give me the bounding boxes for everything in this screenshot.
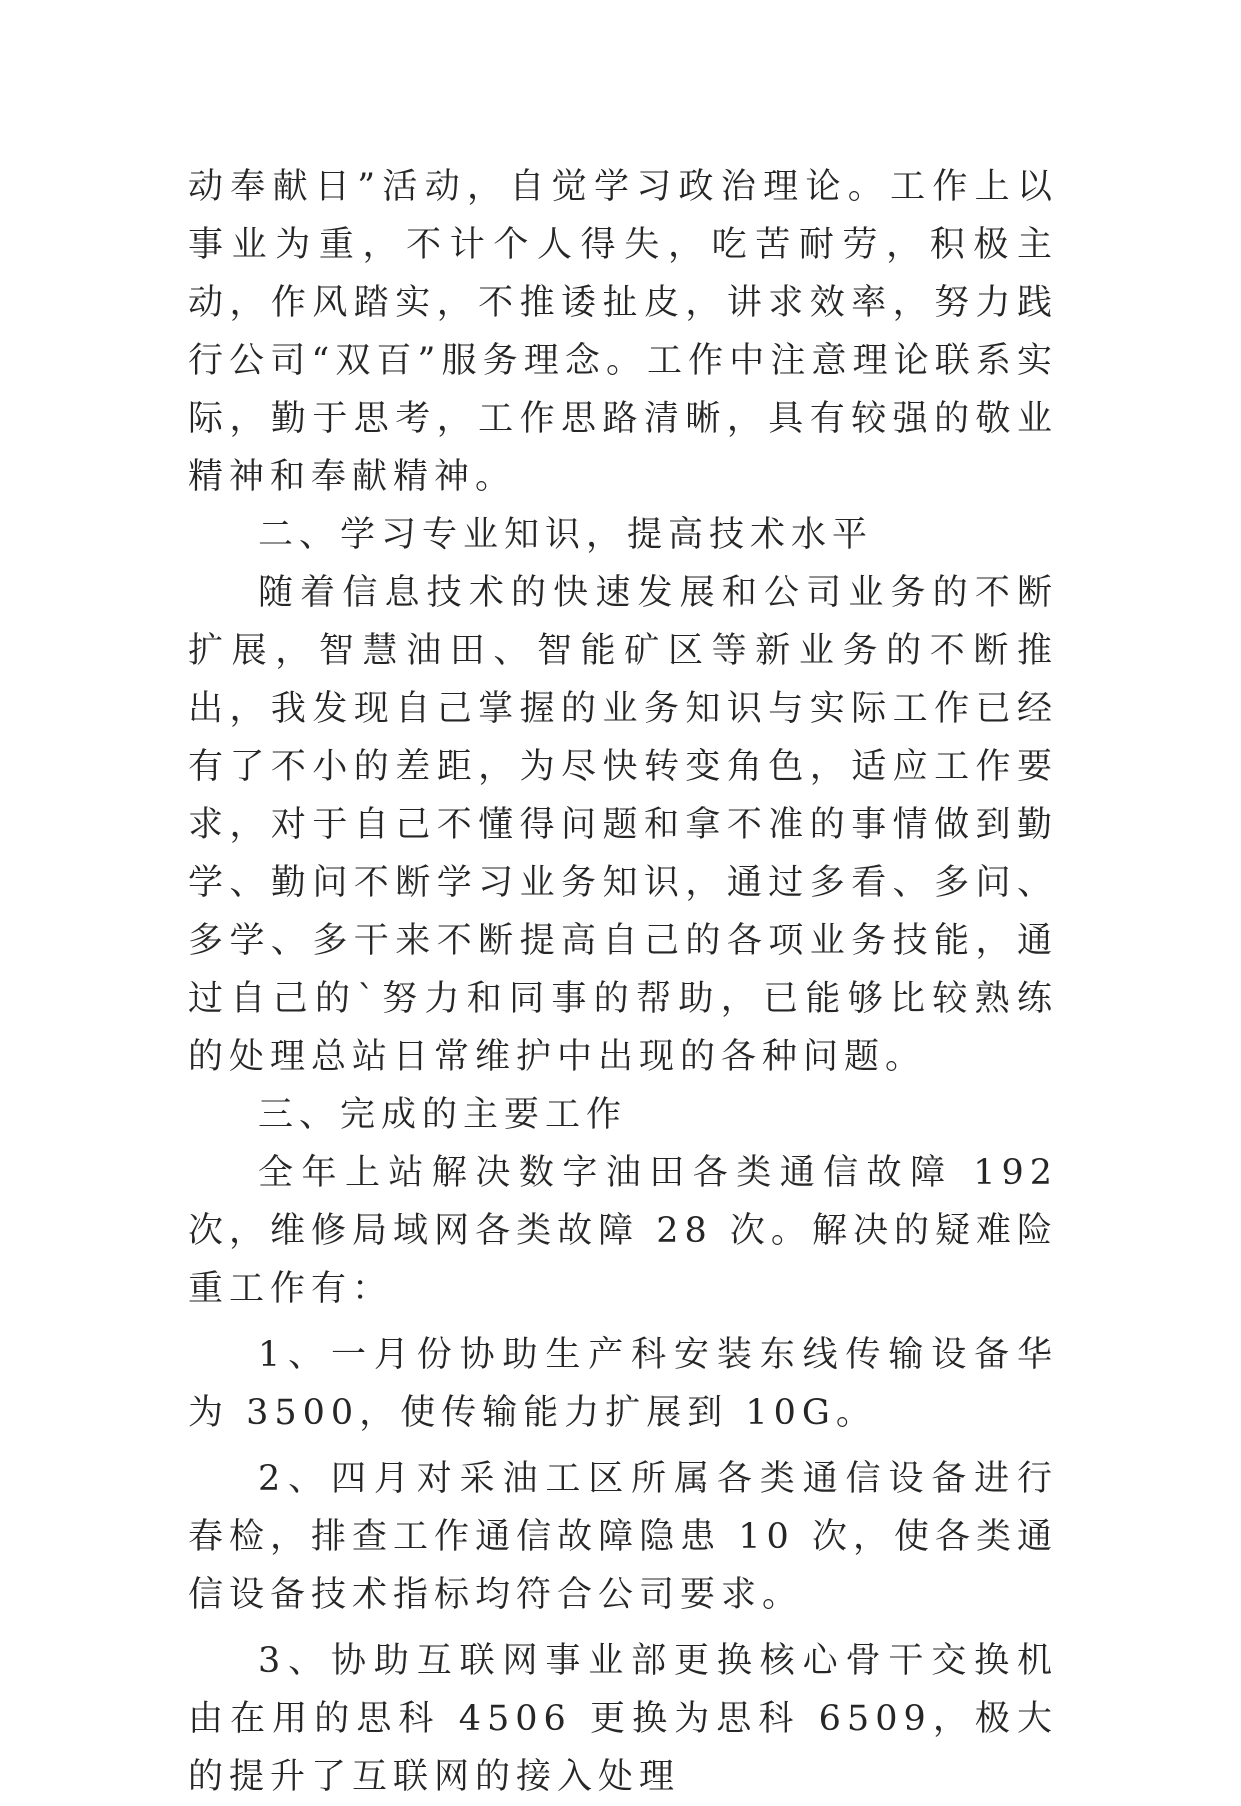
list-item-1: 1、一月份协助生产科安装东线传输设备华为 3500，使传输能力扩展到 10G。 [188, 1335, 1058, 1433]
paragraph-annual-summary: 全年上站解决数字油田各类通信故障 192 次，维修局域网各类故障 28 次。解决的疑难险重工作有： [188, 1153, 1058, 1309]
document-body [188, 158, 1058, 1806]
section-heading-2: 二、学习专业知识，提高技术水平 [258, 515, 874, 555]
list-item-2: 2、四月对采油工区所属各类通信设备进行春检，排查工作通信故障隐患 10 次，使各类通信设备技术指标均符合公司要求。 [188, 1459, 1058, 1615]
paragraph-continuation: 动奉献日”活动，自觉学习政治理论。工作上以事业为重，不计个人得失，吃苦耐劳，积极主动，作风踏实，不推诿扯皮，讲求效率，努力践行公司“双百”服务理念。工作中注意理论联系实际，勤于思考，工作思路清晰，具有较强的敬业精神和奉献精神。 [188, 167, 1058, 497]
list-item-3: 3、协助互联网事业部更换核心骨干交换机由在用的思科 4506 更换为思科 6509，极大的提升了互联网的接入处理 [188, 1641, 1058, 1797]
section-heading-3: 三、完成的主要工作 [258, 1095, 628, 1135]
paragraph-learning: 随着信息技术的快速发展和公司业务的不断扩展，智慧油田、智能矿区等新业务的不断推出，我发现自己掌握的业务知识与实际工作已经有了不小的差距，为尽快转变角色，适应工作要求，对于自己不懂得问题和拿不准的事情做到勤学、勤问不断学习业务知识，通过多看、多问、多学、多干来不断提高自己的各项业务技能，通过自己的`努力和同事的帮助，已能够比较熟练的处理总站日常维护中出现的各种问题。 [188, 573, 1058, 1077]
